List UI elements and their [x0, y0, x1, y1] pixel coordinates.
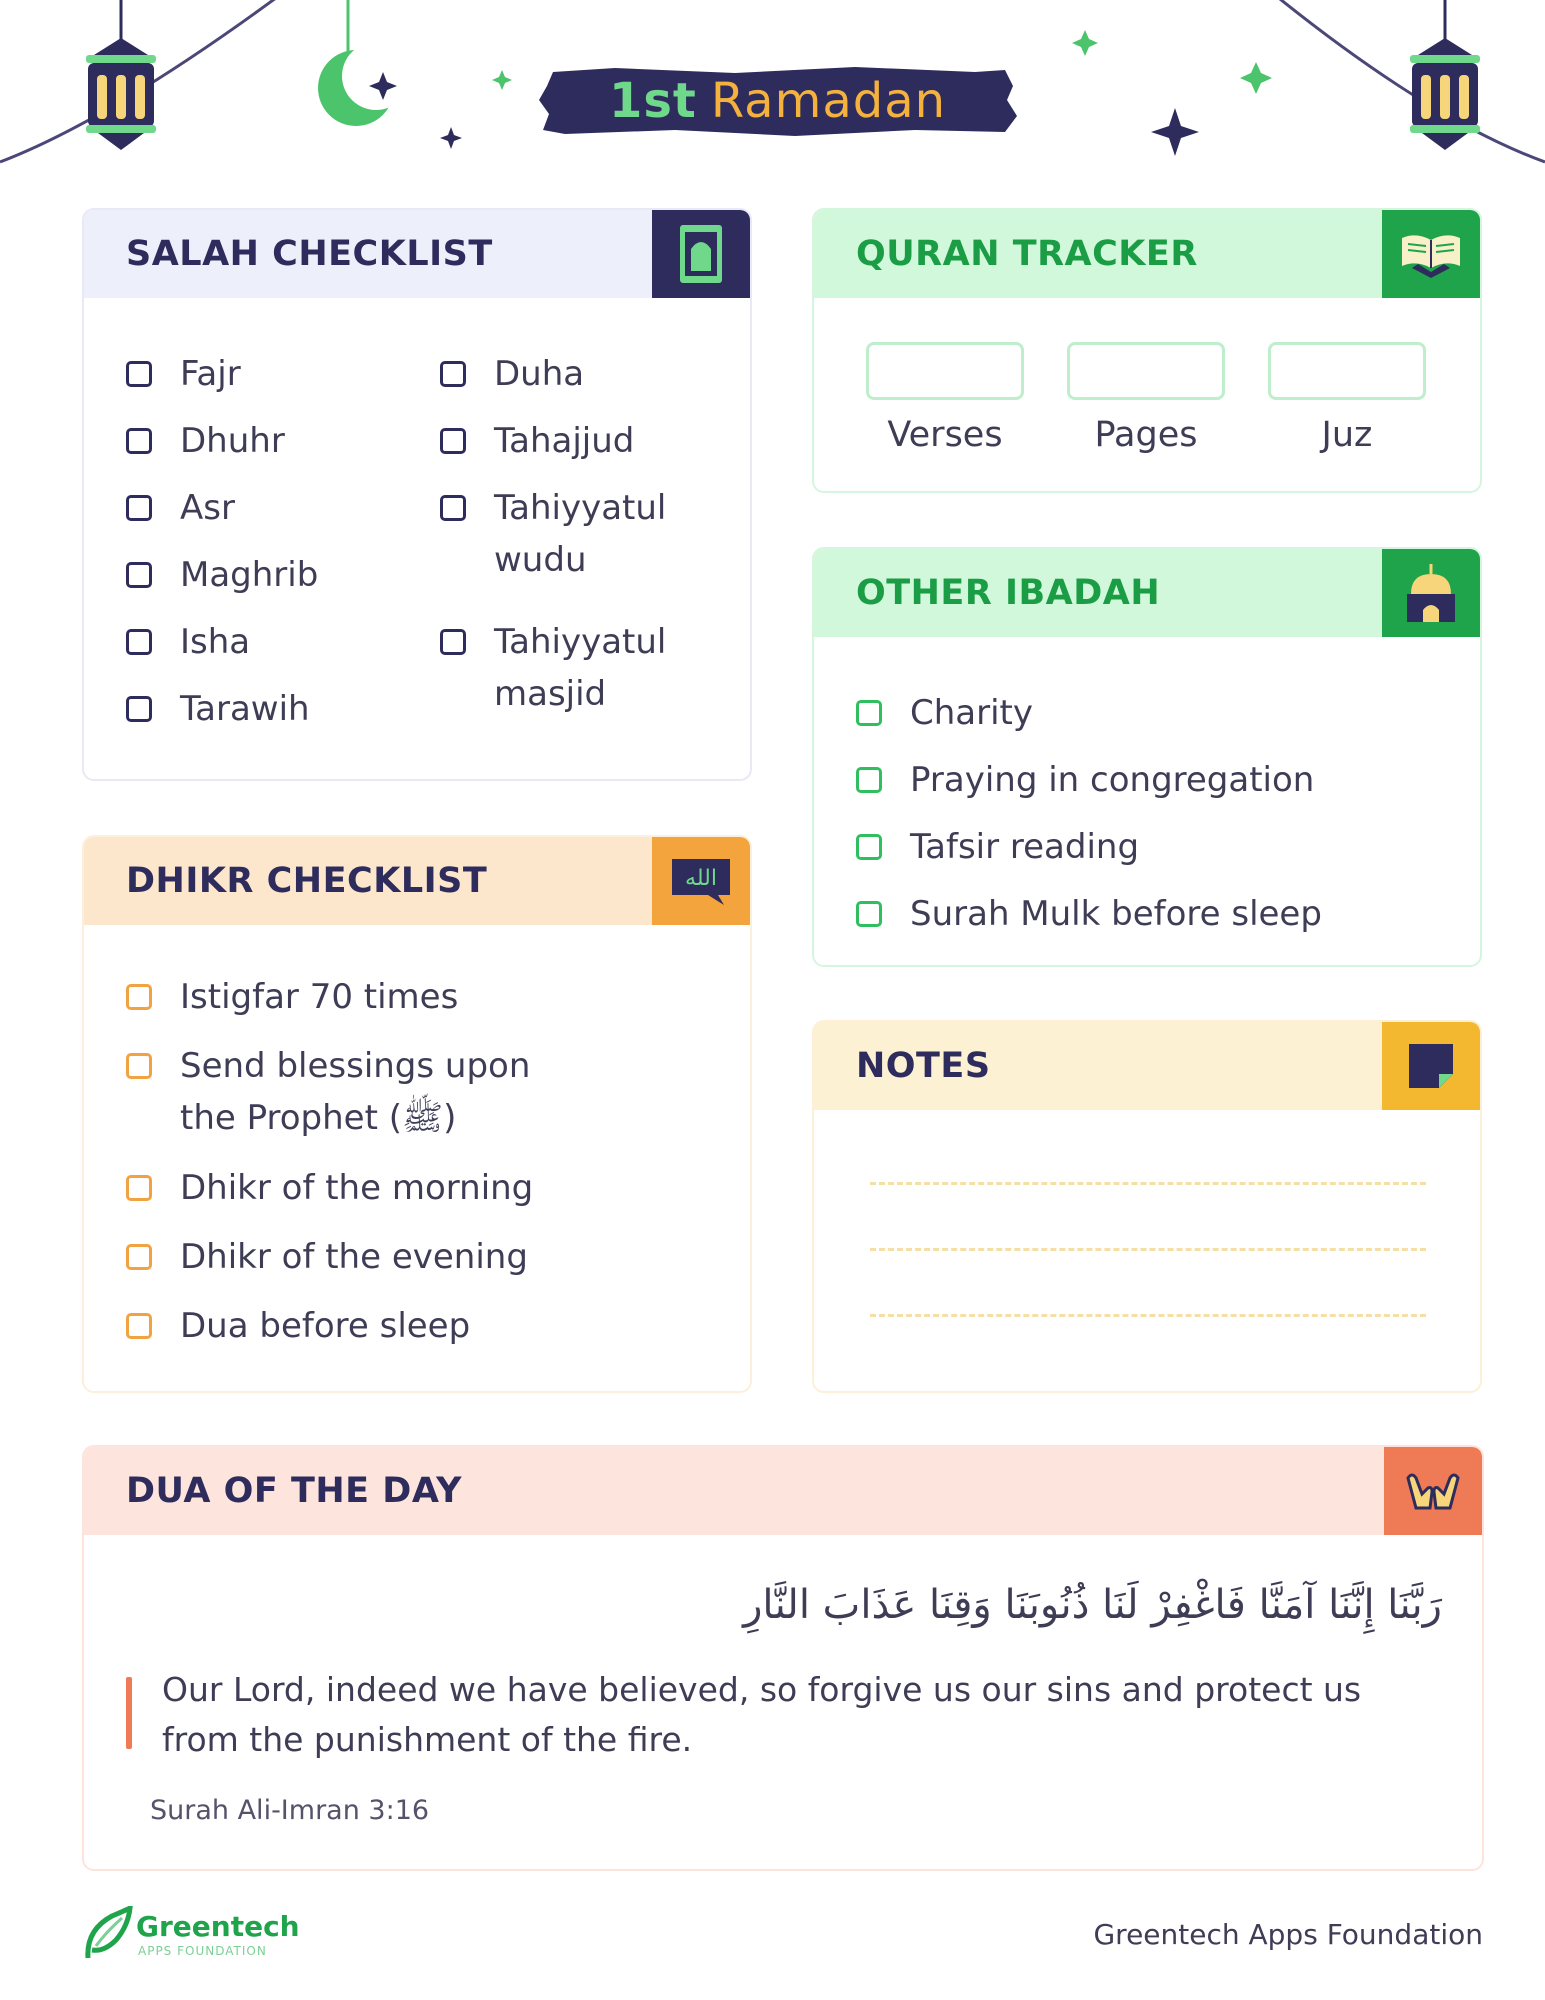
ibadah-item-congregation[interactable]: Praying in congregation [856, 754, 1314, 806]
checkbox[interactable] [440, 495, 466, 521]
checkbox[interactable] [440, 428, 466, 454]
dhikr-card-title: DHIKR CHECKLIST [126, 861, 488, 901]
salah-item-tahajjud[interactable]: Tahajjud [440, 415, 634, 467]
quran-card-header [814, 210, 1480, 298]
lantern-right-icon [1410, 0, 1480, 150]
quran-tracker-card [812, 208, 1482, 493]
checkbox[interactable] [126, 1313, 152, 1339]
note-line[interactable] [870, 1248, 1426, 1251]
lantern-left-icon [86, 0, 156, 150]
sticky-note-icon [1382, 1022, 1480, 1110]
dhikr-checklist-card [82, 835, 752, 1393]
footer-organization: Greentech Apps Foundation [1093, 1918, 1483, 1951]
checkbox[interactable] [440, 629, 466, 655]
dhikr-item-istigfar[interactable]: Istigfar 70 times [126, 971, 458, 1023]
salah-item-duha[interactable]: Duha [440, 348, 584, 400]
salah-item-dhuhr[interactable]: Dhuhr [126, 415, 285, 467]
title-word: Ramadan [710, 73, 947, 129]
note-line[interactable] [870, 1314, 1426, 1317]
greentech-logo [82, 1906, 302, 1966]
salah-item-tahiyyatul-wudu[interactable]: Tahiyyatul wudu [440, 482, 690, 586]
checkbox[interactable] [856, 767, 882, 793]
ibadah-item-charity[interactable]: Charity [856, 687, 1033, 739]
checkbox[interactable] [126, 629, 152, 655]
salah-item-isha[interactable]: Isha [126, 616, 250, 668]
quote-bar [126, 1677, 132, 1749]
checkbox[interactable] [126, 984, 152, 1010]
note-line[interactable] [870, 1182, 1426, 1185]
checkbox[interactable] [126, 562, 152, 588]
verses-label: Verses [887, 415, 1003, 455]
salah-card-header [84, 210, 750, 298]
checkbox[interactable] [856, 834, 882, 860]
logo-subtitle: APPS FOUNDATION [138, 1944, 267, 1958]
dhikr-item-dua-sleep[interactable]: Dua before sleep [126, 1300, 470, 1352]
dua-card-title: DUA OF THE DAY [126, 1471, 462, 1511]
dua-translation: Our Lord, indeed we have believed, so forgive us our sins and protect us from the punishment of the fire. [162, 1670, 1362, 1759]
crescent-moon-icon [318, 0, 410, 126]
quran-card-title: QURAN TRACKER [856, 234, 1198, 274]
notes-card-header [814, 1022, 1480, 1110]
dhikr-item-blessings[interactable]: Send blessings upon the Prophet (ﷺ) [126, 1040, 596, 1144]
salah-item-tarawih[interactable]: Tarawih [126, 683, 310, 735]
salah-item-tahiyyatul-masjid[interactable]: Tahiyyatul masjid [440, 616, 690, 720]
juz-input[interactable] [1268, 342, 1426, 400]
salah-card-title: SALAH CHECKLIST [126, 234, 493, 274]
dua-of-the-day-card [82, 1445, 1484, 1871]
checkbox[interactable] [126, 1053, 152, 1079]
checkbox[interactable] [856, 700, 882, 726]
checkbox[interactable] [126, 428, 152, 454]
ibadah-card-header [814, 549, 1480, 637]
page-title-banner [535, 64, 1020, 138]
salah-item-asr[interactable]: Asr [126, 482, 235, 534]
salah-item-maghrib[interactable]: Maghrib [126, 549, 318, 601]
salah-checklist-card [82, 208, 752, 781]
logo-name: Greentech [136, 1910, 300, 1943]
dhikr-item-morning[interactable]: Dhikr of the morning [126, 1162, 533, 1214]
open-quran-icon [1382, 210, 1480, 298]
notes-card-title: NOTES [856, 1046, 991, 1086]
checkbox[interactable] [856, 901, 882, 927]
other-ibadah-card [812, 547, 1482, 967]
prayer-mat-icon [652, 210, 750, 298]
raised-hands-icon [1384, 1447, 1482, 1535]
juz-label: Juz [1321, 415, 1373, 455]
dhikr-card-header [84, 837, 750, 925]
allah-speech-icon [652, 837, 750, 925]
checkbox[interactable] [126, 361, 152, 387]
ibadah-card-title: OTHER IBADAH [856, 573, 1161, 613]
mosque-icon [1382, 549, 1480, 637]
salah-item-fajr[interactable]: Fajr [126, 348, 241, 400]
pages-input[interactable] [1067, 342, 1225, 400]
checkbox[interactable] [126, 1244, 152, 1270]
checkbox[interactable] [440, 361, 466, 387]
checkbox[interactable] [126, 495, 152, 521]
ibadah-item-tafsir[interactable]: Tafsir reading [856, 821, 1139, 873]
title-number: 1st [608, 73, 697, 129]
leaf-logo-icon [82, 1906, 134, 1962]
dua-arabic-text: رَبَّنَا إِنَّنَا آمَنَّا فَاغْفِرْ لَنَا ذُنُوبَنَا وَقِنَا عَذَابَ النَّارِ [743, 1582, 1442, 1628]
verses-input[interactable] [866, 342, 1024, 400]
ibadah-item-surah-mulk[interactable]: Surah Mulk before sleep [856, 888, 1322, 940]
pages-label: Pages [1094, 415, 1198, 455]
checkbox[interactable] [126, 696, 152, 722]
dua-card-header [84, 1447, 1482, 1535]
checkbox[interactable] [126, 1175, 152, 1201]
dua-reference: Surah Ali-Imran 3:16 [150, 1795, 430, 1826]
svg-text:الله: الله [685, 866, 717, 891]
dhikr-item-evening[interactable]: Dhikr of the evening [126, 1231, 528, 1283]
notes-card [812, 1020, 1482, 1393]
